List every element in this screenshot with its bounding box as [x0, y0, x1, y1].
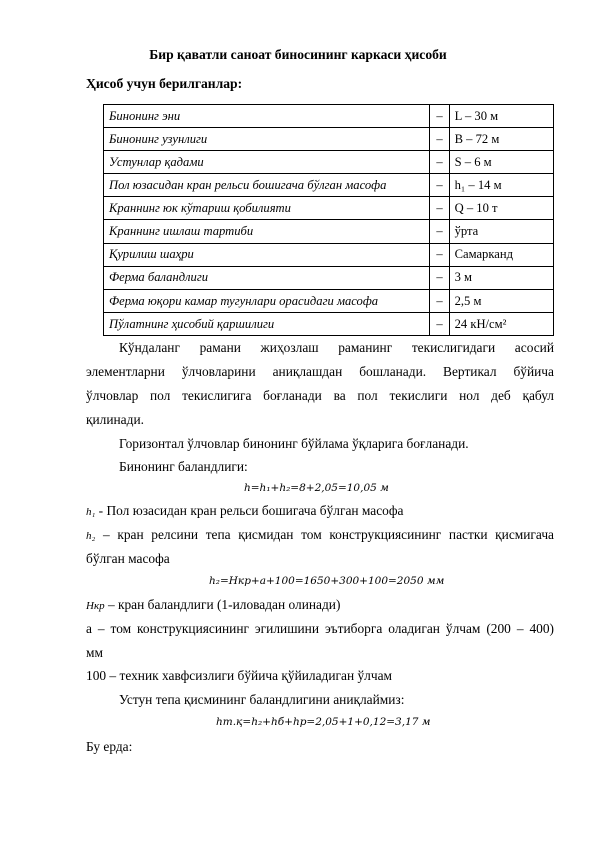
param-name: Бинонинг эни: [104, 105, 430, 128]
param-name: Устунлар қадами: [104, 151, 430, 174]
hkr-definition: [86, 597, 340, 613]
param-name: Краннинг юк кўтариш қобилияти: [104, 197, 430, 220]
paragraph-line: қилинади.: [86, 412, 144, 427]
safety-dimension-line: 100 – техник хавфсизлиги бўйича қўйиладиган ўлчам: [86, 668, 392, 683]
param-dash: –: [430, 151, 449, 174]
table-row: [104, 243, 554, 266]
a-definition: a – том конструкциясининг эгилишини эътиборга оладиган ўлчам (200 – 400): [86, 621, 554, 636]
param-dash: –: [430, 105, 449, 128]
param-dash: –: [430, 289, 449, 312]
param-value: 3 м: [449, 266, 553, 289]
param-name: Қурилиш шаҳри: [104, 243, 430, 266]
param-value: Самарканд: [449, 243, 553, 266]
formula-column-top: hт.қ=h₂+hб+hр=2,05+1+0,12=3,17 м: [216, 716, 431, 728]
formula-h2: h₂=Hкр+a+100=1650+300+100=2050 мм: [209, 575, 445, 587]
h2-description: – кран релсини тепа қисмидан том конструкциясининг пастки қисмигача: [95, 527, 554, 542]
paragraph-line: мм: [86, 645, 103, 660]
param-name: Краннинг ишлаш тартиби: [104, 220, 430, 243]
table-row: [104, 312, 554, 335]
param-value: 24 кН/см²: [449, 312, 553, 335]
hkr-description: – кран баландлиги (1-иловадан олинади): [104, 597, 341, 612]
param-value: B – 72 м: [449, 128, 553, 151]
param-name: Пўлатнинг ҳисобий қаршилиги: [104, 312, 430, 335]
param-dash: –: [430, 220, 449, 243]
param-value: 2,5 м: [449, 289, 553, 312]
param-value: h₁ – 14 м: [449, 174, 553, 197]
formula-building-height: h=h₁+h₂=8+2,05=10,05 м: [244, 482, 389, 494]
param-dash: –: [430, 197, 449, 220]
param-value: Q – 10 т: [449, 197, 553, 220]
document-title: Бир қаватли саноат биносининг каркаси ҳисоби: [149, 47, 447, 62]
param-value: ўрта: [449, 220, 553, 243]
table-row: [104, 289, 554, 312]
h1-definition: [86, 503, 404, 519]
param-dash: –: [430, 266, 449, 289]
hkr-symbol: Hкр: [86, 600, 105, 612]
table-row: [104, 105, 554, 128]
param-value: L – 30 м: [449, 105, 553, 128]
table-row: [104, 174, 554, 197]
paragraph-line: ўлчовлар пол текислигига боғланади ва пол текислиги нол деб қабул: [86, 388, 554, 403]
param-name: Пол юзасидан кран рельси бошигача бўлган масофа: [104, 174, 430, 197]
given-heading: Ҳисоб учун берилганлар:: [86, 76, 243, 91]
table-row: [104, 197, 554, 220]
param-name: Бинонинг узунлиги: [104, 128, 430, 151]
paragraph: Устун тепа қисмининг баландлигини аниқлаймиз:: [119, 692, 405, 707]
h1-symbol: h₁: [86, 506, 96, 518]
h1-description: - Пол юзасидан кран рельси бошигача бўлган масофа: [95, 503, 404, 518]
table-row: [104, 266, 554, 289]
paragraph: Бинонинг баландлиги:: [119, 459, 248, 474]
h2-symbol: h₂: [86, 530, 96, 542]
parameters-table: [103, 104, 554, 336]
paragraph-line: бўлган масофа: [86, 551, 170, 566]
param-dash: –: [430, 312, 449, 335]
h2-definition: [86, 527, 554, 543]
table-row: [104, 220, 554, 243]
paragraph: Бу ерда:: [86, 739, 133, 754]
param-dash: –: [430, 243, 449, 266]
table-row: [104, 151, 554, 174]
param-value: S – 6 м: [449, 151, 553, 174]
paragraph: Горизонтал ўлчовлар бинонинг бўйлама ўқларига боғланади.: [119, 436, 469, 451]
param-dash: –: [430, 174, 449, 197]
paragraph-line: элементларни ўлчовларини аниқлашдан бошланади. Вертикал бўйича: [86, 364, 554, 379]
table-row: [104, 128, 554, 151]
param-name: Ферма юқори камар тугунлари орасидаги масофа: [104, 289, 430, 312]
paragraph-line: Кўндаланг рамани жиҳозлаш раманинг текислигидаги асосий: [119, 340, 554, 355]
param-name: Ферма баландлиги: [104, 266, 430, 289]
param-dash: –: [430, 128, 449, 151]
